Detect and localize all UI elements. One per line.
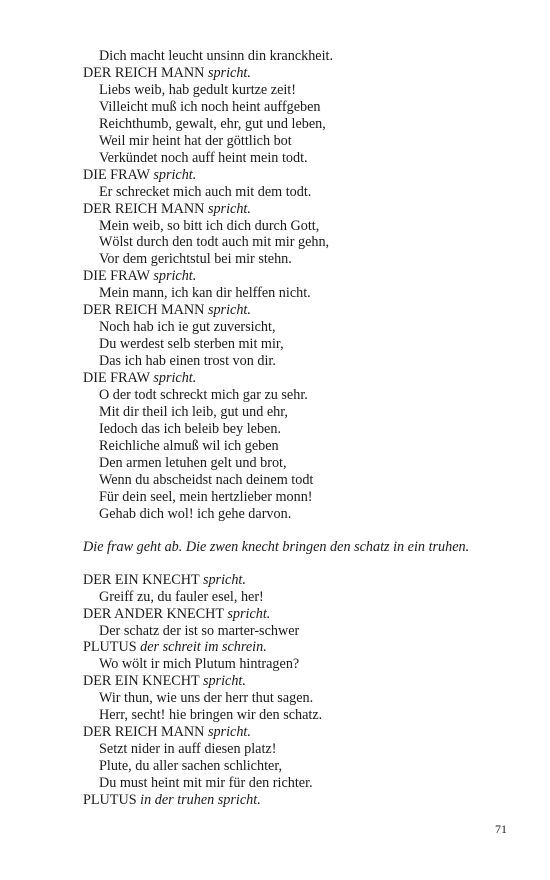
verse-line: Das ich hab einen trost von dir. xyxy=(99,353,276,370)
verse-line: Du must heint mit mir für den richter. xyxy=(99,775,313,792)
verse-line: Greiff zu, du fauler esel, her! xyxy=(99,588,264,605)
verse-line: Wölst durch den todt auch mit mir gehn, xyxy=(99,234,330,251)
speaker-name: DER REICH MANN xyxy=(83,200,205,217)
speaker-direction: spricht. xyxy=(202,673,246,690)
verse-line: Villeicht muß ich noch heint auffgeben xyxy=(99,98,321,115)
stage-direction: Die fraw geht ab. Die zwen knecht bringen den schatz in ein truhen. xyxy=(83,538,470,555)
verse-line: Für dein seel, mein hertzlieber monn! xyxy=(99,488,313,505)
verse-line: Mein mann, ich kan dir helffen nicht. xyxy=(99,285,311,302)
speaker-heading xyxy=(83,268,523,285)
verse-line: Weil mir heint hat der göttlich bot xyxy=(99,132,292,149)
speaker-direction: spricht. xyxy=(207,64,251,81)
verse-line: Der schatz der ist so marter-schwer xyxy=(99,622,300,639)
speaker-name: DER EIN KNECHT xyxy=(83,571,200,588)
speaker-heading xyxy=(83,724,523,741)
verse-line: Iedoch das ich beleib bey leben. xyxy=(99,420,281,437)
speaker-name: DER REICH MANN xyxy=(83,64,205,81)
verse-line: Wir thun, wie uns der herr thut sagen. xyxy=(99,690,314,707)
speaker-heading xyxy=(83,201,523,218)
speaker-direction: spricht. xyxy=(227,605,271,622)
verse-line: Noch hab ich ie gut zuversicht, xyxy=(99,319,276,336)
speaker-heading xyxy=(83,639,523,656)
verse-line: Plute, du aller sachen schlichter, xyxy=(99,758,283,775)
speaker-direction: spricht. xyxy=(153,166,197,183)
verse-line: Vor dem gerichtstul bei mir stehn. xyxy=(99,251,292,268)
speaker-name: DIE FRAW xyxy=(83,268,150,285)
verse-line: Wenn du abscheidst nach deinem todt xyxy=(99,471,314,488)
verse-line: Gehab dich wol! ich gehe darvon. xyxy=(99,505,292,522)
speaker-heading xyxy=(83,302,523,319)
speaker-name: DER EIN KNECHT xyxy=(83,673,200,690)
speaker-direction: spricht. xyxy=(207,724,251,741)
verse-line: Reichliche almuß wil ich geben xyxy=(99,437,279,454)
speaker-heading xyxy=(83,370,523,387)
page-number: 71 xyxy=(495,822,507,836)
speaker-heading xyxy=(83,673,523,690)
verse-line: Den armen letuhen gelt und brot, xyxy=(99,454,287,471)
speaker-name: DIE FRAW xyxy=(83,166,150,183)
verse-line: Setzt nider in auff diesen platz! xyxy=(99,741,277,758)
verse-line: Verkündet noch auff heint mein todt. xyxy=(99,149,308,166)
speaker-heading xyxy=(83,65,523,82)
verse-line: Herr, secht! hie bringen wir den schatz. xyxy=(99,707,323,724)
verse-line: Mein weib, so bitt ich dich durch Gott, xyxy=(99,217,320,234)
speaker-direction: spricht. xyxy=(153,268,197,285)
speaker-direction: spricht. xyxy=(207,200,251,217)
verse-line: Er schrecket mich auch mit dem todt. xyxy=(99,183,312,200)
verse-line: Mit dir theil ich leib, gut und ehr, xyxy=(99,404,288,421)
speaker-heading xyxy=(83,606,523,623)
speaker-name: PLUTUS xyxy=(83,792,137,809)
speaker-name: DER REICH MANN xyxy=(83,724,205,741)
speaker-direction: spricht. xyxy=(207,302,251,319)
verse-line: Dich macht leucht unsinn din kranckheit. xyxy=(99,48,334,64)
speaker-direction: in der truhen spricht. xyxy=(140,792,261,809)
verse-line: Wo wölt ir mich Plutum hintragen? xyxy=(99,656,300,673)
verse-line: Reichthumb, gewalt, ehr, gut und leben, xyxy=(99,115,326,132)
speaker-direction: spricht. xyxy=(202,571,246,588)
speaker-direction: spricht. xyxy=(153,370,197,387)
verse-line: Liebs weib, hab gedult kurtze zeit! xyxy=(99,81,296,98)
speaker-name: PLUTUS xyxy=(83,639,137,656)
speaker-heading xyxy=(83,572,523,589)
speaker-heading xyxy=(83,792,523,809)
play-text xyxy=(83,48,523,809)
speaker-name: DIE FRAW xyxy=(83,370,150,387)
verse-line: Du werdest selb sterben mit mir, xyxy=(99,336,284,353)
speaker-direction: der schreit im schrein. xyxy=(140,639,267,656)
verse-line: O der todt schreckt mich gar zu sehr. xyxy=(99,387,308,404)
speaker-name: DER ANDER KNECHT xyxy=(83,605,224,622)
speaker-heading xyxy=(83,167,523,184)
speaker-name: DER REICH MANN xyxy=(83,302,205,319)
